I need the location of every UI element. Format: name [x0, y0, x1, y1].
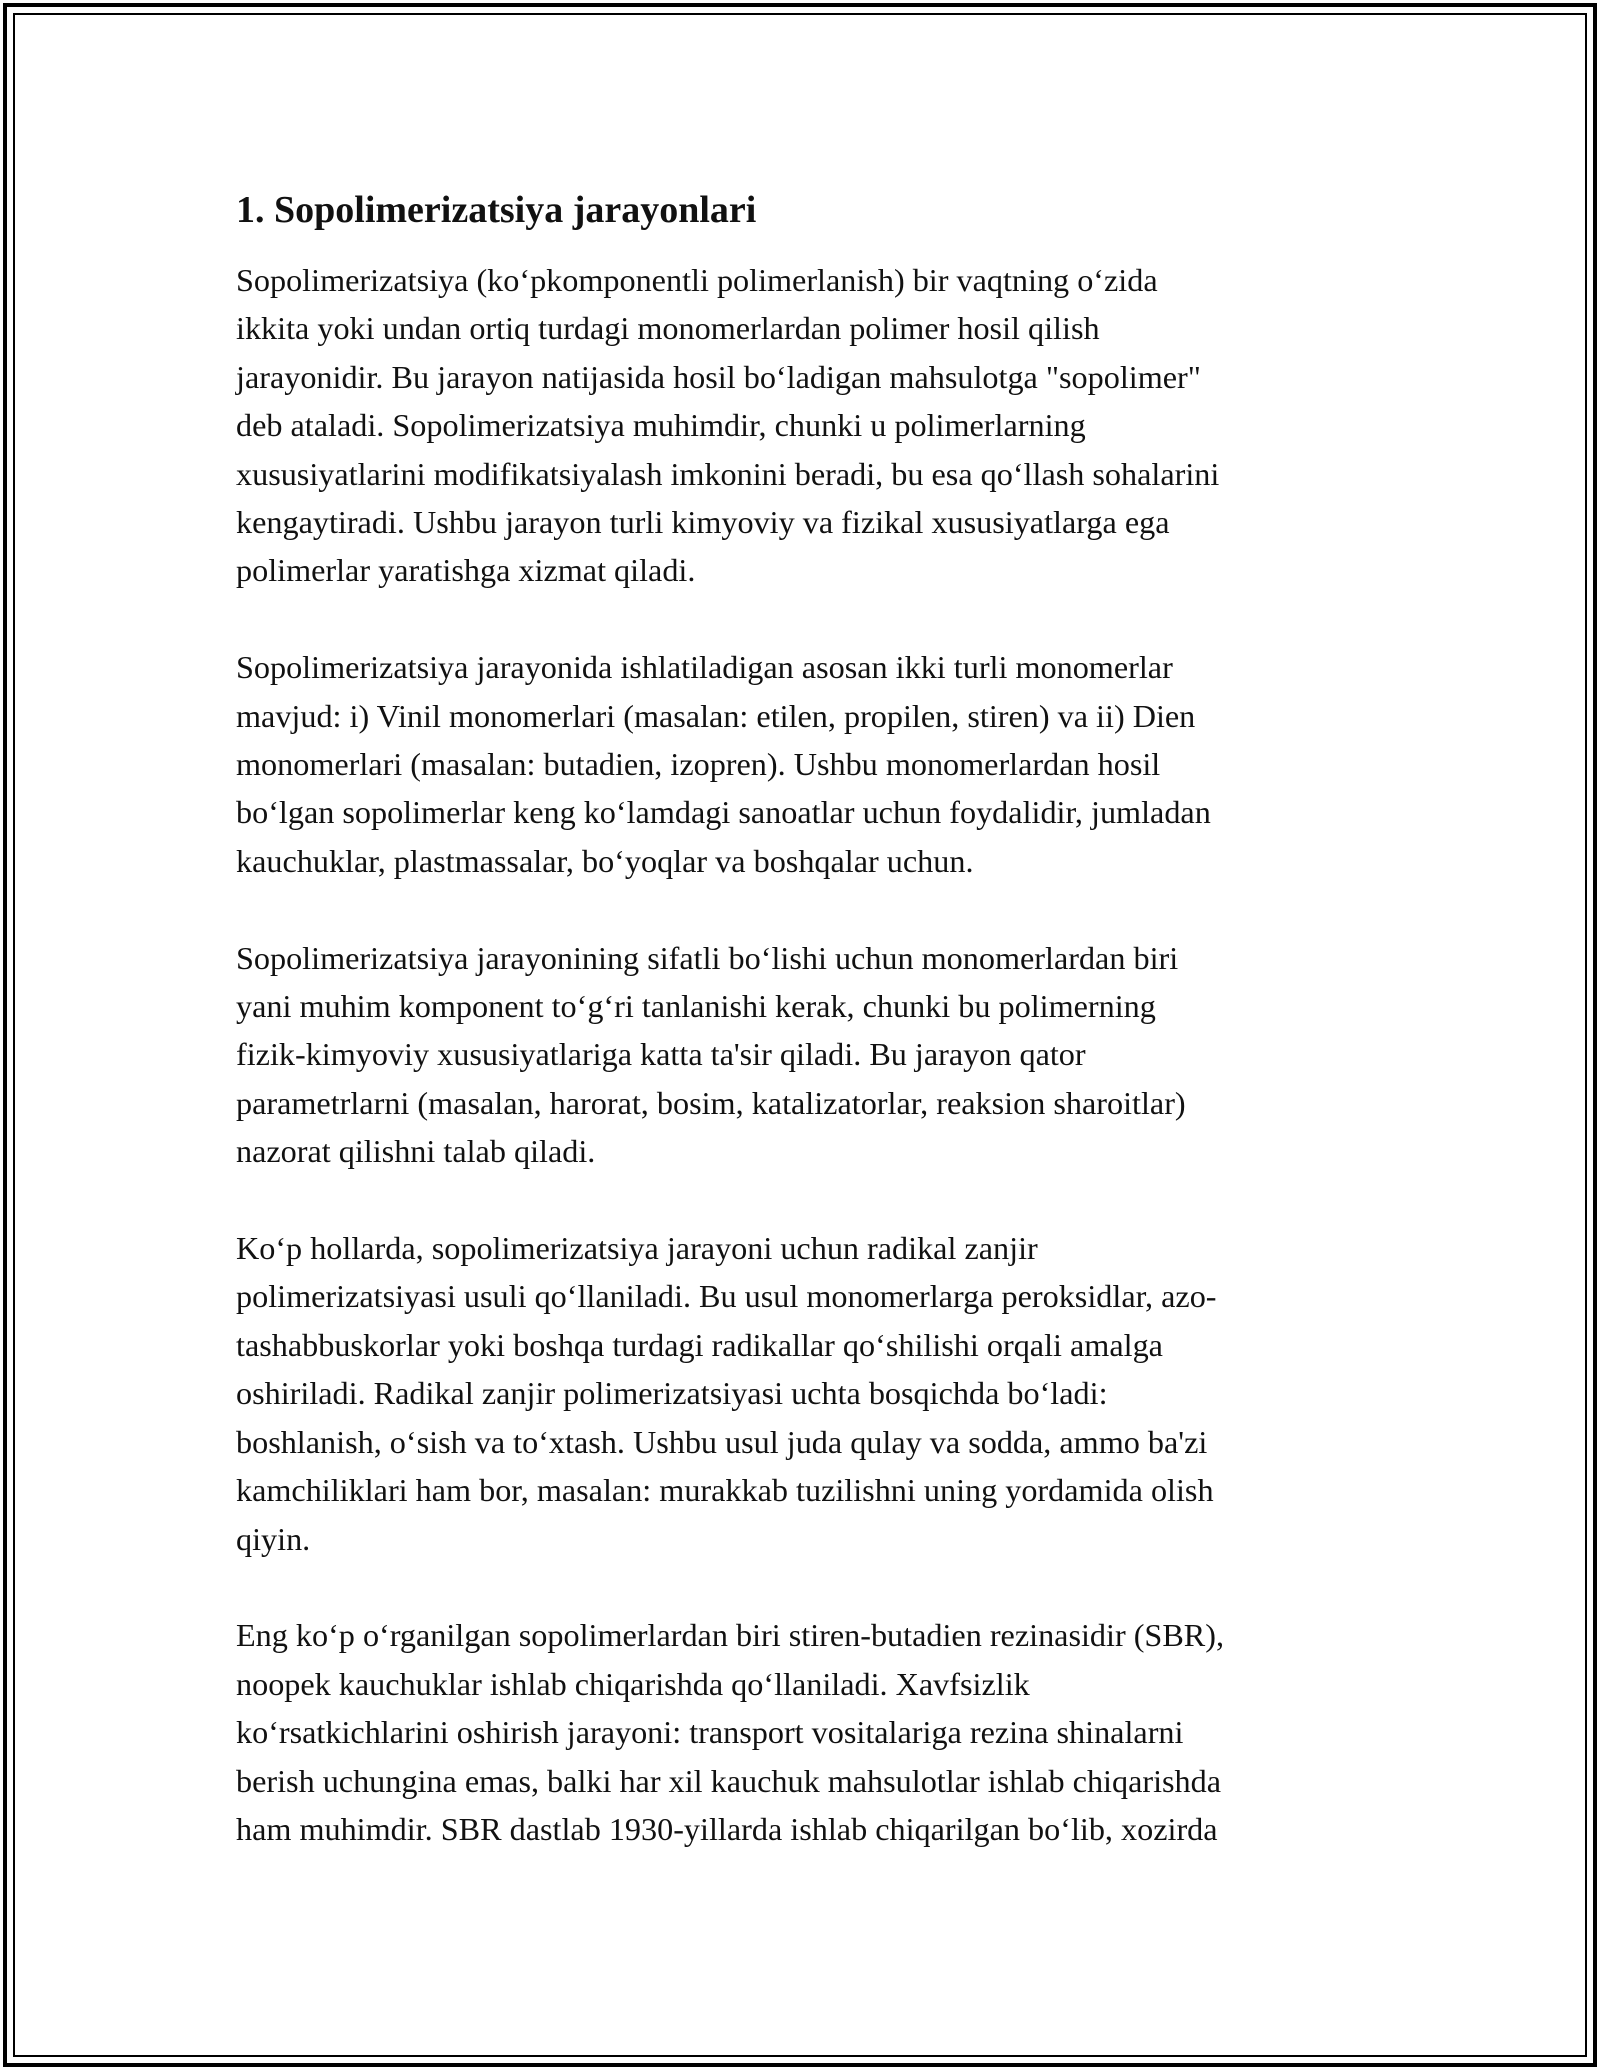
text-line: mavjud: i) Vinil monomerlari (masalan: etilen, propilen, stiren) va ii) Dien: [236, 697, 1196, 734]
paragraph: [236, 934, 1386, 1176]
text-line: Sopolimerizatsiya jarayonida ishlatiladigan asosan ikki turli monomerlar: [236, 649, 1173, 686]
text-line: jarayonidir. Bu jarayon natijasida hosil bo‘ladigan mahsulotga "sopolimer": [236, 358, 1201, 395]
text-line: ko‘rsatkichlarini oshirish jarayoni: transport vositalariga rezina shinalarni: [236, 1714, 1184, 1751]
text-line: ham muhimdir. SBR dastlab 1930-yillarda ishlab chiqarilgan bo‘lib, xozirda: [236, 1810, 1218, 1847]
text-line: ikkita yoki undan ortiq turdagi monomerlardan polimer hosil qilish: [236, 310, 1100, 347]
text-line: kengaytiradi. Ushbu jarayon turli kimyoviy va fizikal xususiyatlarga ega: [236, 504, 1170, 541]
text-line: Sopolimerizatsiya jarayonining sifatli bo‘lishi uchun monomerlardan biri: [236, 939, 1179, 976]
text-line: Ko‘p hollarda, sopolimerizatsiya jarayoni uchun radikal zanjir: [236, 1230, 1038, 1267]
text-line: berish uchungina emas, balki har xil kauchuk mahsulotlar ishlab chiqarishda: [236, 1762, 1222, 1799]
text-line: kamchiliklari ham bor, masalan: murakkab tuzilishni uning yordamida olish: [236, 1472, 1214, 1509]
text-line: parametrlarni (masalan, harorat, bosim, katalizatorlar, reaksion sharoitlar): [236, 1084, 1186, 1121]
paragraph: [236, 1611, 1386, 1853]
text-line: polimerizatsiyasi usuli qo‘llaniladi. Bu usul monomerlarga peroksidlar, azo-: [236, 1278, 1217, 1315]
text-line: Sopolimerizatsiya (ko‘pkomponentli polimerlanish) bir vaqtning o‘zida: [236, 262, 1158, 298]
text-line: qiyin.: [236, 1520, 311, 1557]
section-heading: 1. Sopolimerizatsiya jarayonlari: [236, 189, 757, 231]
document-body: [236, 186, 1386, 1902]
text-line: deb ataladi. Sopolimerizatsiya muhimdir, chunki u polimerlarning: [236, 407, 1086, 444]
paragraph: [236, 256, 1386, 595]
text-line: boshlanish, o‘sish va to‘xtash. Ushbu usul juda qulay va sodda, ammo ba'zi: [236, 1423, 1208, 1460]
text-line: tashabbuskorlar yoki boshqa turdagi radikallar qo‘shilishi orqali amalga: [236, 1326, 1163, 1363]
text-line: noopek kauchuklar ishlab chiqarishda qo‘llaniladi. Xavfsizlik: [236, 1665, 1030, 1702]
paragraph: [236, 643, 1386, 885]
text-line: nazorat qilishni talab qiladi.: [236, 1133, 596, 1170]
text-line: polimerlar yaratishga xizmat qiladi.: [236, 552, 696, 589]
paragraph: [236, 1224, 1386, 1563]
text-line: yani muhim komponent to‘g‘ri tanlanishi kerak, chunki bu polimerning: [236, 988, 1156, 1025]
text-line: oshiriladi. Radikal zanjir polimerizatsiyasi uchta bosqichda bo‘ladi:: [236, 1375, 1108, 1412]
text-line: Eng ko‘p o‘rganilgan sopolimerlardan biri stiren-butadien rezinasidir (SBR),: [236, 1617, 1225, 1654]
text-line: xususiyatlarini modifikatsiyalash imkonini beradi, bu esa qo‘llash sohalarini: [236, 455, 1220, 492]
text-line: fizik-kimyoviy xususiyatlariga katta ta'sir qiladi. Bu jarayon qator: [236, 1036, 1086, 1073]
text-line: monomerlari (masalan: butadien, izopren). Ushbu monomerlardan hosil: [236, 746, 1161, 783]
text-line: kauchuklar, plastmassalar, bo‘yoqlar va boshqalar uchun.: [236, 842, 974, 879]
text-line: bo‘lgan sopolimerlar keng ko‘lamdagi sanoatlar uchun foydalidir, jumladan: [236, 794, 1211, 831]
